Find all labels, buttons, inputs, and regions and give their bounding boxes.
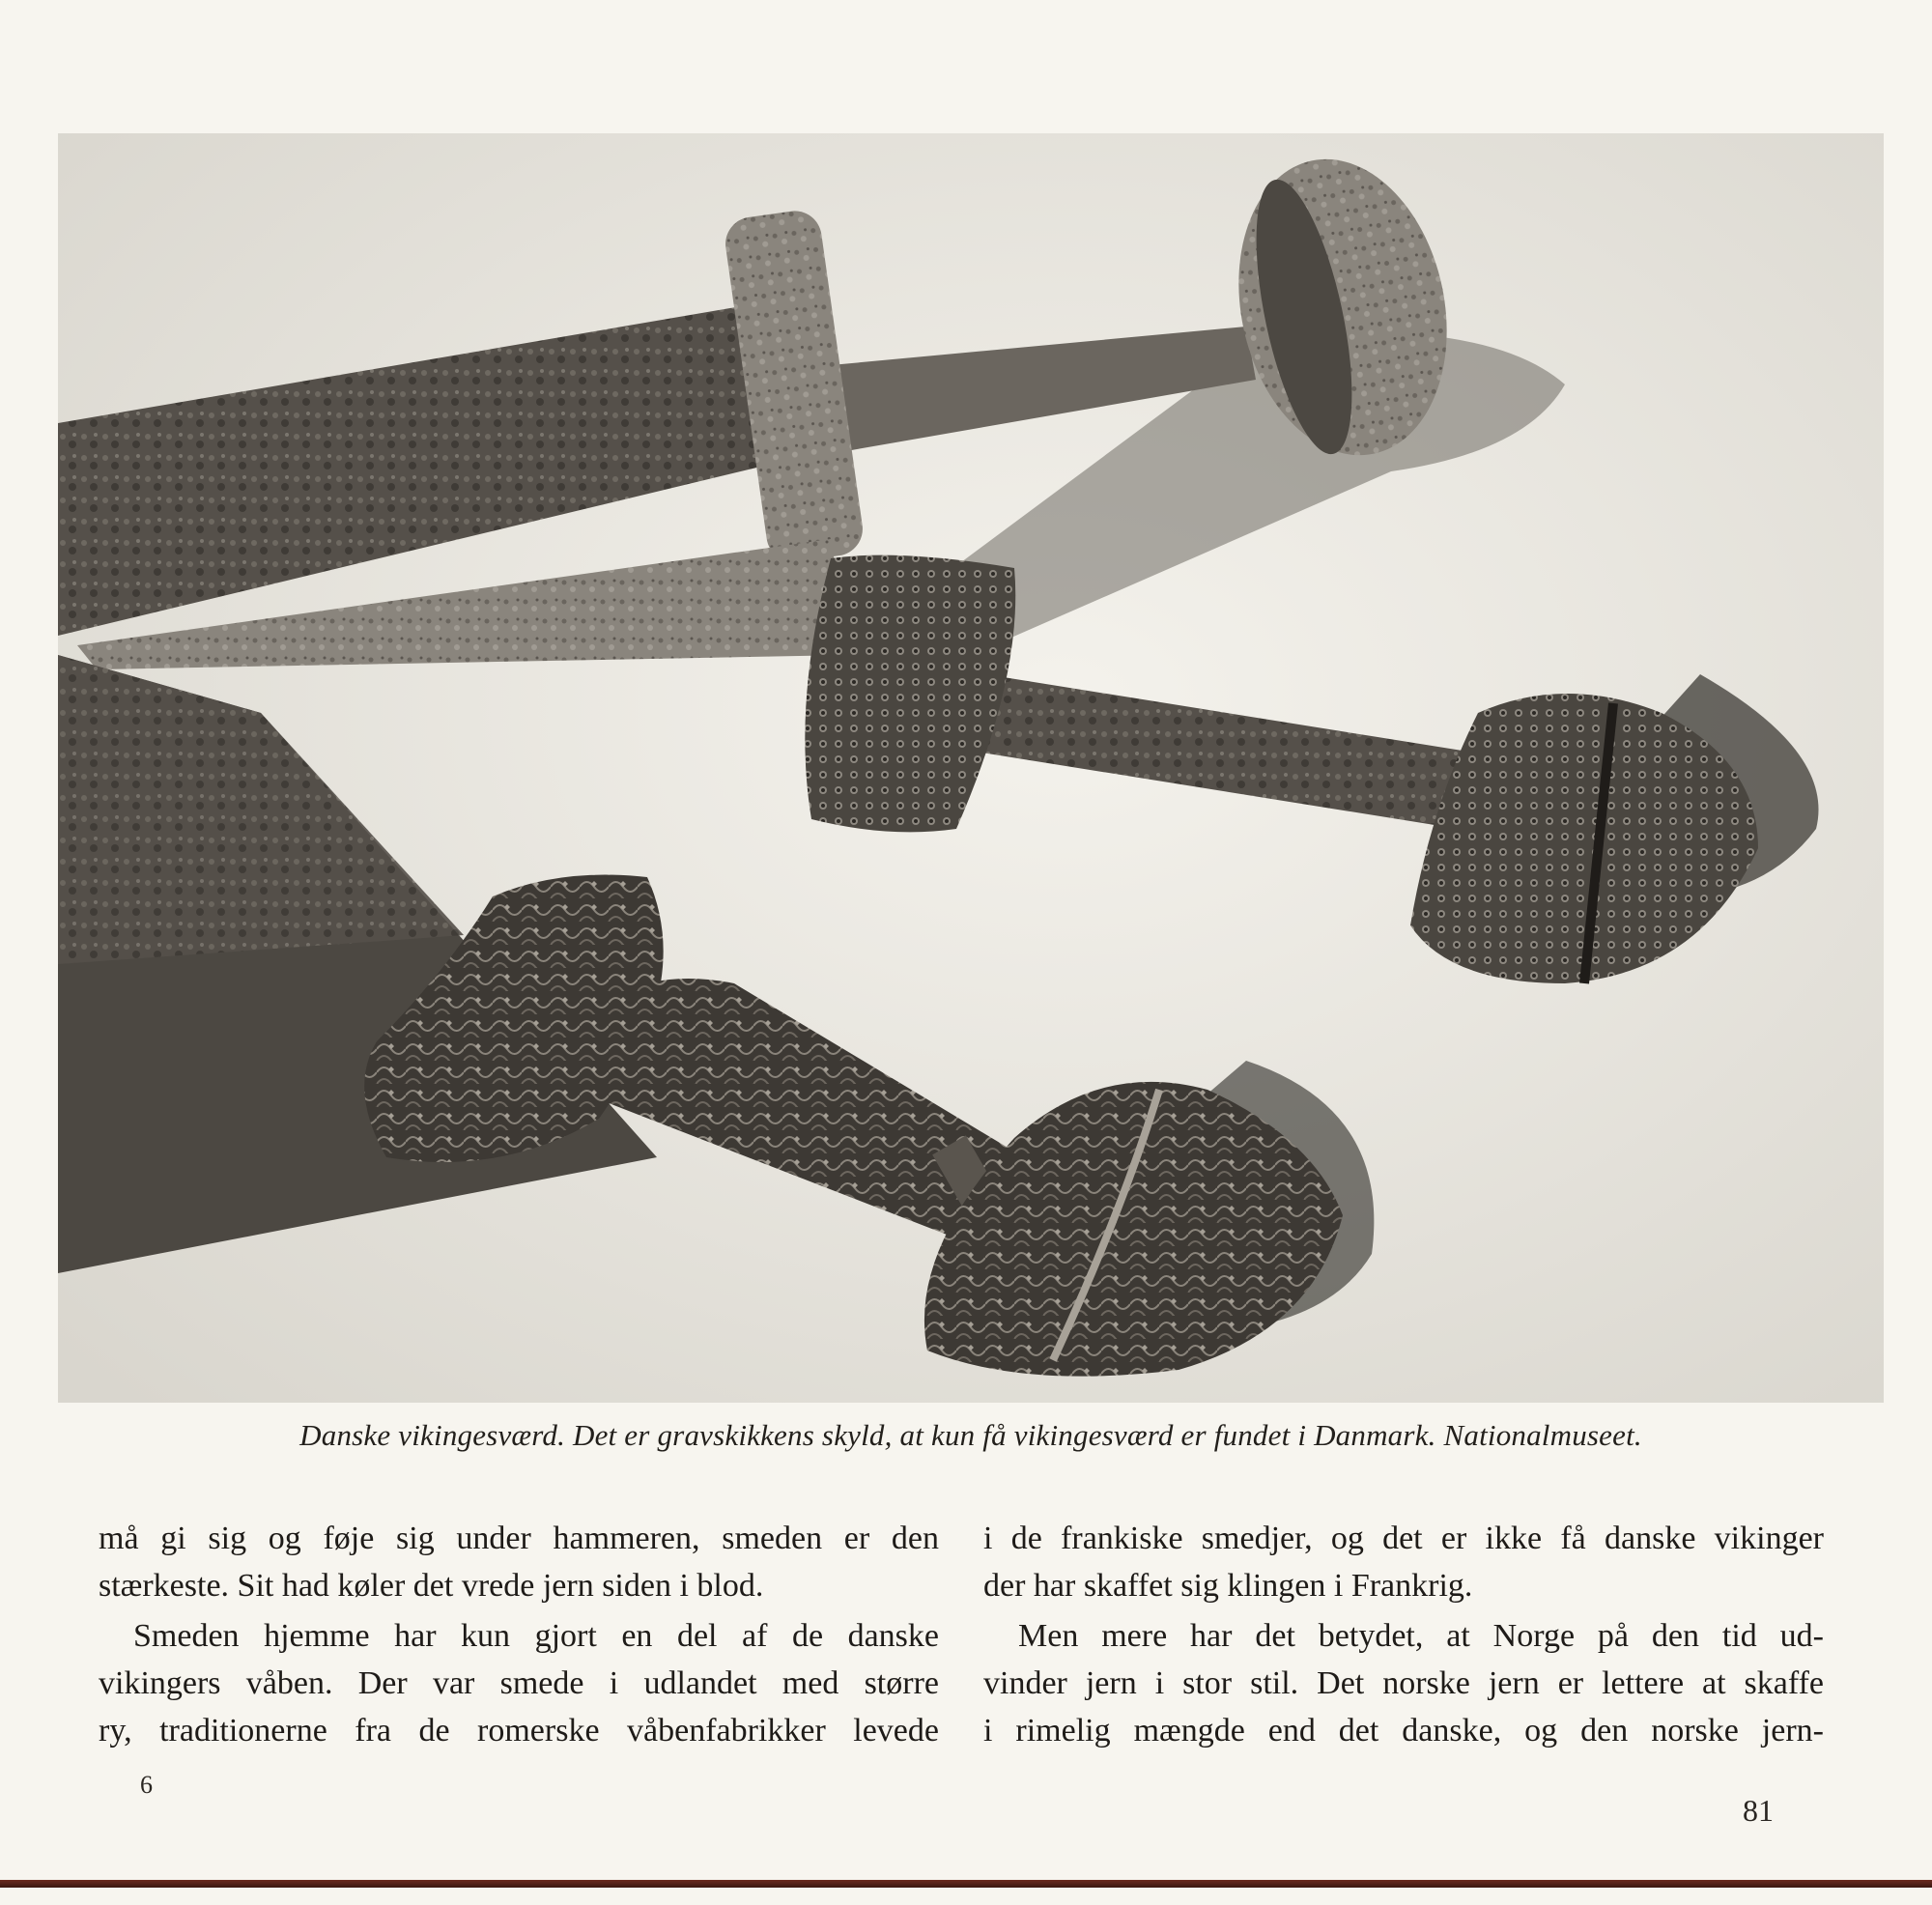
left-column [99,1515,939,1757]
right-p2-line-1: Men mere har det betydet, at Norge på den tid ud- [1018,1618,1824,1654]
right-paragraph-1 [983,1515,1824,1609]
bottom-edge [0,1880,1932,1888]
right-p2-line-3: i rimelig mængde end det danske, og den norske jern- [983,1713,1824,1749]
signature-mark: 6 [140,1771,153,1799]
right-p1-line-2: der har skaffet sig klingen i Frankrig. [983,1568,1473,1604]
figure-caption: Danske vikingesværd. Det er gravskikkens skyld, at kun få vikingesværd er fundet i Danmark. Nationalmuseet. [299,1418,1642,1452]
right-column [983,1515,1824,1757]
viking-swords-photo [58,133,1884,1403]
left-p2-line-3: ry, traditionerne fra de romerske våbenfabrikker levede [99,1713,939,1749]
left-p2-line-2: vikingers våben. Der var smede i udlandet med større [99,1665,939,1701]
left-paragraph-1 [99,1515,939,1609]
swords-illustration [58,133,1884,1403]
left-p1-line-2: stærkeste. Sit had køler det vrede jern siden i blod. [99,1568,764,1604]
right-paragraph-2 [983,1612,1824,1754]
left-paragraph-2 [99,1612,939,1754]
left-p1-line-1: må gi sig og føje sig under hammeren, smeden er den [99,1521,939,1556]
left-p2-line-1: Smeden hjemme har kun gjort en del af de danske [133,1618,939,1654]
right-p1-line-1: i de frankiske smedjer, og det er ikke få danske vikinger [983,1521,1824,1556]
right-p2-line-2: vinder jern i stor stil. Det norske jern er lettere at skaffe [983,1665,1824,1701]
page-number: 81 [1743,1793,1774,1828]
